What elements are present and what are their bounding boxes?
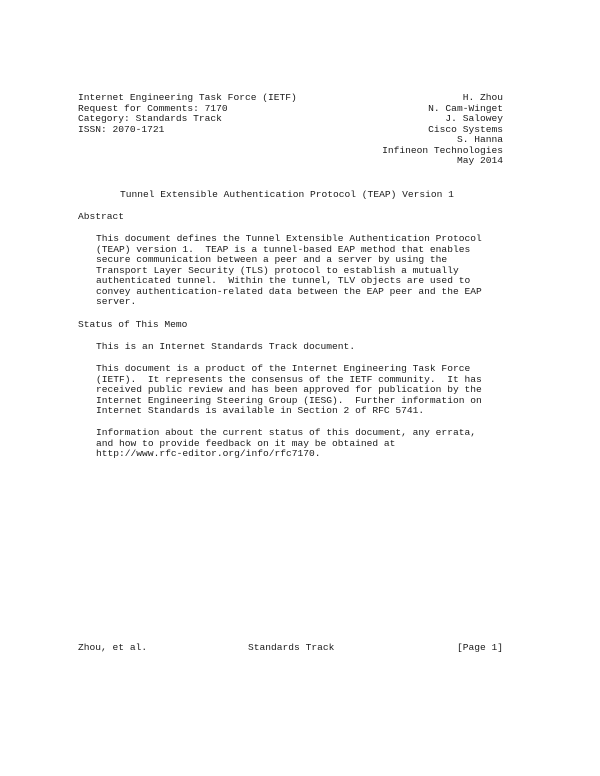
abstract-line: convey authentication-related data between the EAP peer and the EAP <box>96 285 482 297</box>
abstract-line: secure communication between a peer and a server by using the <box>96 254 448 265</box>
status-line: (IETF). It represents the consensus of the IETF community. It has <box>96 373 482 385</box>
abstract-line: Transport Layer Security (TLS) protocol to establish a mutually <box>96 264 459 276</box>
footer-page-number: [Page 1] <box>456 642 503 653</box>
status-heading: Status of This Memo <box>78 319 188 330</box>
header-right-line: S. Hanna <box>456 134 503 145</box>
status-line: Internet Engineering Steering Group (IESG). Further information on <box>96 394 482 406</box>
header-right-line: N. Cam-Winget <box>428 102 503 114</box>
status-line: This document is a product of the Internet Engineering Task Force <box>96 363 471 374</box>
status-line: http://www.rfc-editor.org/info/rfc7170. <box>96 448 321 459</box>
header-right-line: J. Salowey <box>445 113 503 124</box>
document-title: Tunnel Extensible Authentication Protocol (TEAP) Version 1 <box>120 189 454 200</box>
footer-authors: Zhou, et al. <box>78 642 148 653</box>
abstract-line: authenticated tunnel. Within the tunnel, TLV objects are used to <box>96 275 471 286</box>
header-left-line: ISSN: 2070-1721 <box>78 123 165 135</box>
abstract-line: This document defines the Tunnel Extensible Authentication Protocol <box>96 233 482 244</box>
status-line: This is an Internet Standards Track document. <box>96 341 356 352</box>
status-line: Information about the current status of this document, any errata, <box>96 427 476 438</box>
status-line: and how to provide feedback on it may be obtained at <box>96 437 396 449</box>
abstract-body <box>96 234 482 308</box>
header-right-line: H. Zhou <box>462 92 503 103</box>
header-left-line: Internet Engineering Task Force (IETF) <box>78 92 297 103</box>
footer-category: Standards Track <box>248 642 335 653</box>
abstract-line: server. <box>96 296 137 307</box>
status-para-1 <box>96 342 355 353</box>
header-left <box>78 93 297 135</box>
status-para-3 <box>96 428 476 460</box>
header-right-line: Cisco Systems <box>428 123 503 135</box>
header-right <box>382 93 503 167</box>
status-para-2 <box>96 364 482 417</box>
header-right-line: May 2014 <box>456 155 503 166</box>
abstract-heading: Abstract <box>78 211 125 222</box>
header-right-line: Infineon Technologies <box>382 144 503 156</box>
status-line: Internet Standards is available in Section 2 of RFC 5741. <box>96 405 425 416</box>
header-left-line: Request for Comments: 7170 <box>78 102 228 114</box>
abstract-line: (TEAP) version 1. TEAP is a tunnel-based EAP method that enables <box>96 243 471 255</box>
header-left-line: Category: Standards Track <box>78 113 222 124</box>
status-line: received public review and has been approved for publication by the <box>96 384 482 395</box>
